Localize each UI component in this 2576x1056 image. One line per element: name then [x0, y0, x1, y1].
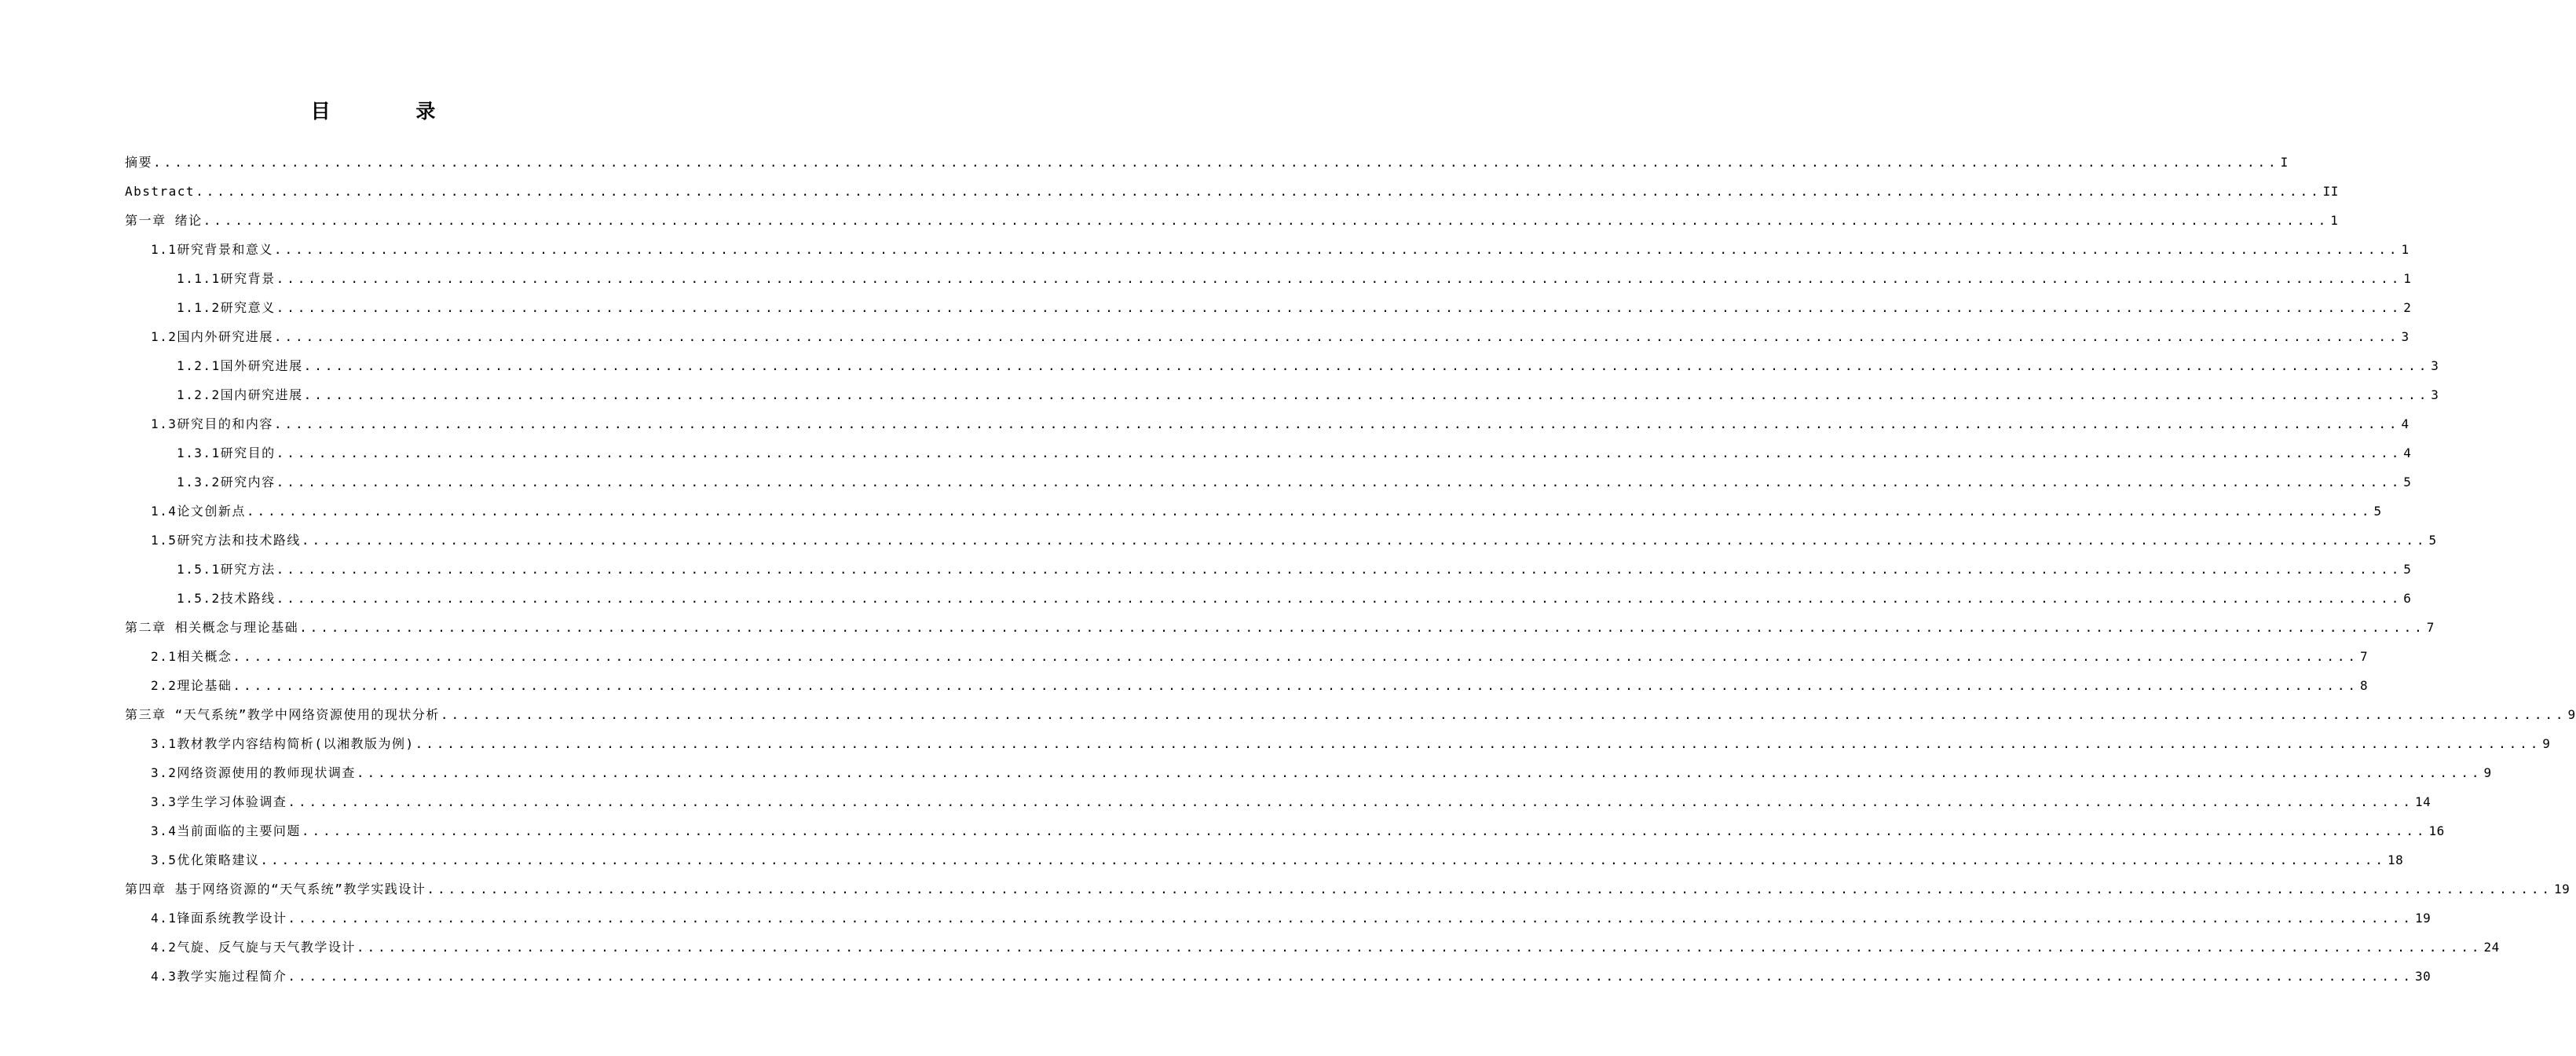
toc-entry-label: Abstract — [125, 184, 196, 199]
toc-dot-leader: ........................................................................................................................................................................................................ — [246, 504, 2373, 519]
toc-entry[interactable] — [125, 204, 2339, 233]
toc-entry-label: 摘要 — [125, 155, 153, 170]
toc-entry-label: 4.2气旋、反气旋与天气教学设计 — [151, 940, 356, 955]
toc-entry-label: 第四章 基于网络资源的“天气系统”教学实践设计 — [125, 882, 426, 896]
toc-dot-leader: ........................................................................................................................................................................................................ — [440, 707, 2567, 722]
page-title: 目 录 — [310, 100, 475, 123]
toc-entry-page-number: 5 — [2428, 533, 2437, 548]
toc-entry-label: 3.4当前面临的主要问题 — [151, 823, 301, 838]
toc-entry[interactable] — [125, 146, 2289, 175]
toc-dot-leader: ........................................................................................................................................................................................................ — [232, 649, 2358, 664]
toc-dot-leader: ........................................................................................................................................................................................................ — [276, 271, 2402, 286]
toc-entry-page-number: 1 — [2401, 242, 2410, 257]
toc-entry[interactable] — [125, 611, 2435, 640]
toc-entry-page-number: 19 — [2553, 882, 2571, 896]
toc-entry-label: 1.3研究目的和内容 — [151, 416, 273, 431]
toc-entry-page-number: 30 — [2414, 969, 2431, 984]
toc-dot-leader: ........................................................................................................................................................................................................ — [276, 446, 2402, 460]
toc-entry[interactable] — [151, 669, 2369, 698]
toc-entry-label: 1.1.1研究背景 — [177, 271, 276, 286]
toc-entry-page-number: 8 — [2359, 678, 2369, 693]
toc-entry-label: 4.1锋面系统教学设计 — [151, 911, 287, 926]
toc-dot-leader: ........................................................................................................................................................................................................ — [273, 242, 2400, 257]
toc-entry[interactable] — [151, 902, 2431, 931]
toc-dot-leader: ........................................................................................................................................................................................................ — [356, 765, 2483, 780]
toc-entry-page-number: 2 — [2403, 300, 2412, 315]
toc-entry-label: 1.3.2研究内容 — [177, 475, 276, 490]
toc-entry-page-number: 9 — [2542, 736, 2551, 751]
toc-entry[interactable] — [151, 815, 2445, 844]
toc-dot-leader: ........................................................................................................................................................................................................ — [303, 358, 2430, 373]
toc-entry-page-number: 6 — [2403, 591, 2412, 606]
toc-entry-label: 第三章 “天气系统”教学中网络资源使用的现状分析 — [125, 707, 440, 722]
toc-entry[interactable] — [151, 786, 2431, 815]
toc-entry-label: 3.1教材教学内容结构简析(以湘教版为例) — [151, 736, 415, 751]
toc-entry[interactable] — [177, 553, 2412, 582]
toc-entry-label: 第二章 相关概念与理论基础 — [125, 620, 299, 635]
toc-entry-label: 2.2理论基础 — [151, 678, 232, 693]
toc-dot-leader: ........................................................................................................................................................................................................ — [153, 155, 2279, 170]
toc-entry-page-number: 5 — [2373, 504, 2382, 519]
toc-entry-page-number: 9 — [2567, 707, 2576, 722]
toc-dot-leader: ........................................................................................................................................................................................................ — [415, 736, 2541, 751]
toc-dot-leader: ........................................................................................................................................................................................................ — [260, 852, 2386, 867]
toc-entry-page-number: II — [2322, 184, 2339, 199]
toc-entry[interactable] — [151, 321, 2410, 350]
toc-entry-label: 1.1研究背景和意义 — [151, 242, 273, 257]
toc-dot-leader: ........................................................................................................................................................................................................ — [273, 416, 2400, 431]
toc-entry-label: 第一章 绪论 — [125, 213, 203, 228]
toc-entry-label: 3.3学生学习体验调查 — [151, 794, 287, 809]
toc-entry[interactable] — [177, 292, 2412, 321]
toc-entry-label: 3.2网络资源使用的教师现状调查 — [151, 765, 356, 780]
toc-entry[interactable] — [177, 350, 2439, 379]
toc-dot-leader: ........................................................................................................................................................................................................ — [301, 533, 2428, 548]
toc-dot-leader: ........................................................................................................................................................................................................ — [301, 823, 2428, 838]
toc-entry-label: 4.3教学实施过程简介 — [151, 969, 287, 984]
toc-dot-leader: ........................................................................................................................................................................................................ — [287, 911, 2413, 926]
toc-entry-page-number: 3 — [2431, 387, 2439, 402]
toc-dot-leader: ........................................................................................................................................................................................................ — [203, 213, 2329, 228]
toc-dot-leader: ........................................................................................................................................................................................................ — [276, 300, 2402, 315]
toc-entry-label: 2.1相关概念 — [151, 649, 232, 664]
toc-entry-page-number: I — [2280, 155, 2289, 170]
toc-dot-leader: ........................................................................................................................................................................................................ — [287, 794, 2413, 809]
toc-entry-page-number: 5 — [2403, 475, 2412, 490]
toc-entry-page-number: 18 — [2387, 852, 2404, 867]
toc-entry-label: 1.2.1国外研究进展 — [177, 358, 303, 373]
toc-entry-label: 1.5研究方法和技术路线 — [151, 533, 301, 548]
toc-entry[interactable] — [125, 873, 2571, 902]
toc-entry-page-number: 1 — [2330, 213, 2339, 228]
toc-entry-label: 1.2.2国内研究进展 — [177, 387, 303, 402]
toc-entry-label: 1.1.2研究意义 — [177, 300, 276, 315]
toc-entry-label: 1.5.1研究方法 — [177, 562, 276, 577]
toc-dot-leader: ........................................................................................................................................................................................................ — [273, 329, 2400, 344]
toc-dot-leader: ........................................................................................................................................................................................................ — [356, 940, 2483, 955]
toc-dot-leader: ........................................................................................................................................................................................................ — [299, 620, 2425, 635]
toc-entry[interactable] — [125, 175, 2339, 204]
toc-entry-page-number: 19 — [2414, 911, 2431, 926]
toc-entry[interactable] — [151, 524, 2437, 553]
toc-entry-page-number: 4 — [2403, 446, 2412, 460]
toc-entry-page-number: 7 — [2426, 620, 2435, 635]
toc-dot-leader: ........................................................................................................................................................................................................ — [303, 387, 2430, 402]
toc-entry[interactable] — [151, 495, 2382, 524]
toc-entry-label: 1.5.2技术路线 — [177, 591, 276, 606]
toc-entry-page-number: 3 — [2401, 329, 2410, 344]
toc-dot-leader: ........................................................................................................................................................................................................ — [276, 475, 2402, 490]
toc-entry[interactable] — [151, 233, 2410, 262]
toc-entry[interactable] — [177, 466, 2412, 495]
toc-entry[interactable] — [151, 728, 2551, 757]
toc-entry[interactable] — [151, 640, 2369, 669]
toc-entry[interactable] — [151, 408, 2410, 437]
toc-entry-page-number: 14 — [2414, 794, 2431, 809]
toc-dot-leader: ........................................................................................................................................................................................................ — [232, 678, 2358, 693]
toc-entry-page-number: 4 — [2401, 416, 2410, 431]
toc-entry[interactable] — [177, 582, 2412, 611]
toc-entry-page-number: 3 — [2431, 358, 2439, 373]
toc-dot-leader: ........................................................................................................................................................................................................ — [287, 969, 2413, 984]
toc-entry[interactable] — [151, 960, 2431, 989]
toc-entry[interactable] — [177, 437, 2412, 466]
toc-entry-page-number: 1 — [2403, 271, 2412, 286]
toc-dot-leader: ........................................................................................................................................................................................................ — [276, 562, 2402, 577]
toc-entry[interactable] — [177, 262, 2412, 292]
toc-entry-page-number: 9 — [2483, 765, 2492, 780]
toc-entry-page-number: 16 — [2428, 823, 2445, 838]
toc-dot-leader: ........................................................................................................................................................................................................ — [426, 882, 2552, 896]
toc-entry-label: 1.2国内外研究进展 — [151, 329, 273, 344]
toc-entry[interactable] — [151, 931, 2500, 960]
toc-entry[interactable] — [151, 757, 2492, 786]
toc-dot-leader: ........................................................................................................................................................................................................ — [276, 591, 2402, 606]
toc-entry-page-number: 5 — [2403, 562, 2412, 577]
toc-entry-page-number: 7 — [2359, 649, 2369, 664]
toc-entry-label: 1.4论文创新点 — [151, 504, 246, 519]
toc-entry[interactable] — [177, 379, 2439, 408]
toc-dot-leader: ........................................................................................................................................................................................................ — [196, 184, 2322, 199]
toc-entry-page-number: 24 — [2483, 940, 2500, 955]
toc-entry[interactable] — [151, 844, 2404, 873]
toc-entry[interactable] — [125, 698, 2576, 728]
toc-entry-label: 3.5优化策略建议 — [151, 852, 260, 867]
toc-entry-label: 1.3.1研究目的 — [177, 446, 276, 460]
